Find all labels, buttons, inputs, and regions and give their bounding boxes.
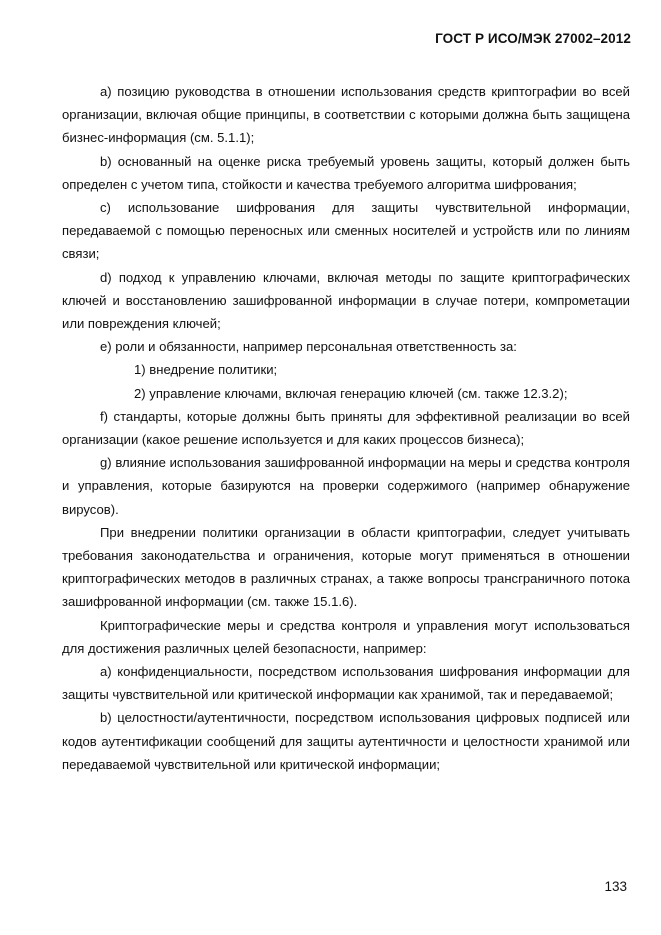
list-item-c-encryption-use: c) использование шифрования для защиты чувствительной информации, передаваемой с помощью переносных или сменных носителей и устройств или по линиям связи;	[62, 200, 630, 262]
list-item-a-policy: a) позицию руководства в отношении использования средств криптографии во всей организации, включая общие принципы, в соответствии с которыми должна быть защищена бизнес-информация (см. 5.1.1);	[62, 84, 630, 146]
list-item-f-standards: f) стандарты, которые должны быть приняты для эффективной реализации во всей организации (какое решение используется и для каких процессов бизнеса);	[62, 408, 630, 448]
paragraph-legislation: При внедрении политики организации в области криптографии, следует учитывать требования законодательства и ограничения, которые могут применяться в отношении криптографических методов в различных странах, а также вопросы трансграничного потока зашифрованной информации (см. также 15.1.6).	[62, 524, 630, 610]
sublist-item-2: 2) управление ключами, включая генерацию ключей (см. также 12.3.2);	[134, 385, 568, 401]
list-item-b-integrity: b) целостности/аутентичности, посредством использования цифровых подписей или кодов аутентификации сообщений для защиты аутентичности и целостности хранимой или передаваемой чувствительной или критической информации;	[62, 710, 630, 772]
list-item-g-impact: g) влияние использования зашифрованной информации на меры и средства контроля и управления, которые базируются на проверки содержимого (например обнаружение вирусов).	[62, 455, 630, 517]
paragraph-security-goals: Криптографические меры и средства контроля и управления могут использоваться для достижения различных целей безопасности, например:	[62, 617, 630, 656]
list-item-b-protection-level: b) основанный на оценке риска требуемый уровень защиты, который должен быть определен с учетом типа, стойкости и качества требуемого алгоритма шифрования;	[62, 153, 630, 192]
sublist-item-1: 1) внедрение политики;	[134, 362, 278, 378]
page-number: 133	[604, 879, 627, 894]
list-item-e-roles: e) роли и обязанности, например персональная ответственность за:	[100, 339, 517, 355]
list-item-d-key-management: d) подход к управлению ключами, включая методы по защите криптографических ключей и восстановлению зашифрованной информации в случае потери, компрометации или повреждения ключей;	[62, 269, 630, 332]
document-body	[62, 80, 630, 776]
list-item-a-confidentiality: a) конфиденциальности, посредством использования шифрования информации для защиты чувствительной или критической информации как хранимой, так и передаваемой;	[62, 664, 630, 703]
document-header-title: ГОСТ Р ИСО/МЭК 27002–2012	[435, 31, 631, 46]
